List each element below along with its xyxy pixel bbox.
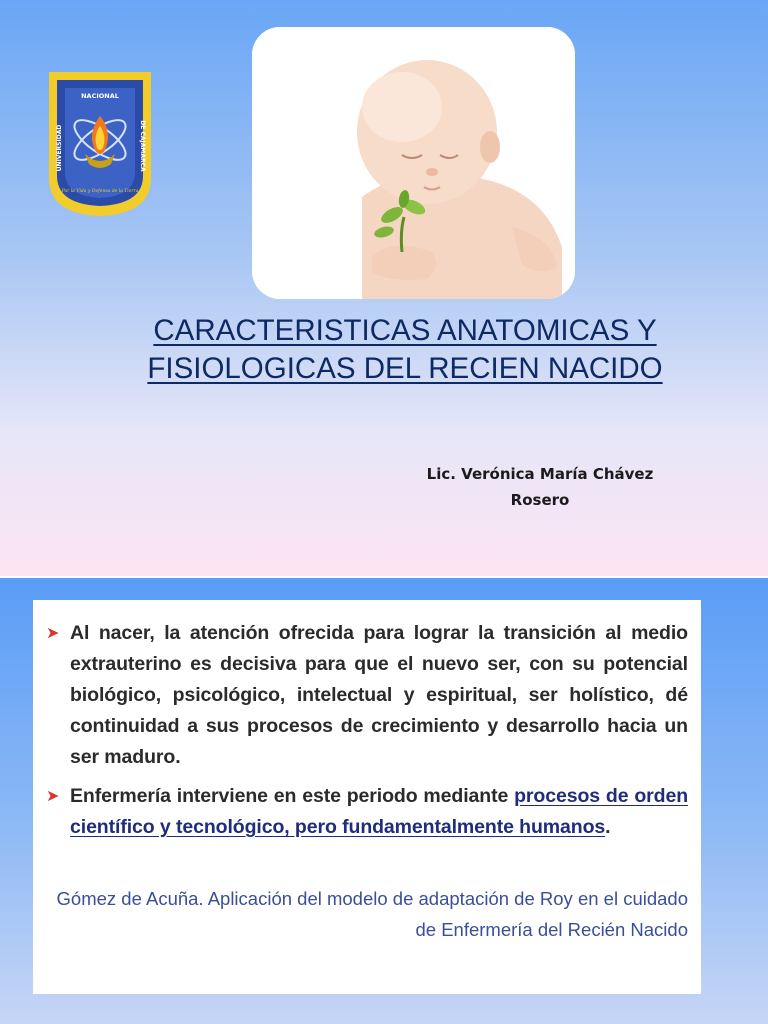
bullet-text	[70, 781, 688, 843]
svg-text:Por la Vida y Defensa de la Ti: Por la Vida y Defensa de la Tierra	[61, 189, 139, 194]
content-box	[33, 600, 701, 994]
bullet-item	[46, 781, 688, 843]
unc-seal-icon	[45, 68, 155, 218]
bullet-item	[46, 618, 688, 773]
author-line-2: Rosero	[510, 491, 570, 509]
author-name	[380, 461, 700, 513]
author-line-1: Lic. Verónica María Chávez	[426, 465, 654, 483]
svg-text:NACIONAL: NACIONAL	[81, 92, 119, 100]
slide-title-line-1: CARACTERISTICAS ANATOMICAS Y	[153, 314, 657, 347]
svg-text:UNIVERSIDAD: UNIVERSIDAD	[56, 124, 63, 172]
arrow-bullet-icon: ➤	[46, 788, 60, 805]
highlighted-phrase: procesos de orden científico y tecnológico, pero fundamentalmente humanos	[70, 785, 689, 838]
svg-text:UNC: UNC	[92, 82, 108, 89]
bullet-text-start: Enfermería interviene en este periodo mediante	[70, 785, 515, 807]
slide-title	[60, 312, 750, 388]
slide-title-line-2: FISIOLOGICAS DEL RECIEN NACIDO	[147, 352, 663, 385]
baby-with-sprout-photo	[252, 27, 575, 299]
svg-text:DE CAJAMARCA: DE CAJAMARCA	[139, 120, 146, 172]
citation: Gómez de Acuña. Aplicación del modelo de adaptación de Roy en el cuidado de Enfermería del Recién Nacido	[56, 888, 688, 940]
bullet-text-end: .	[605, 816, 611, 838]
bullet-text: Al nacer, la atención ofrecida para lograr la transición al medio extrauterino es decisiva para que el nuevo ser, con su potencial biológico, psicológico, intelectual y espiritual, ser holístico, dé continuidad a sus procesos de crecimiento y desarrollo hacia un ser maduro.	[70, 622, 688, 768]
arrow-bullet-icon: ➤	[46, 625, 60, 642]
